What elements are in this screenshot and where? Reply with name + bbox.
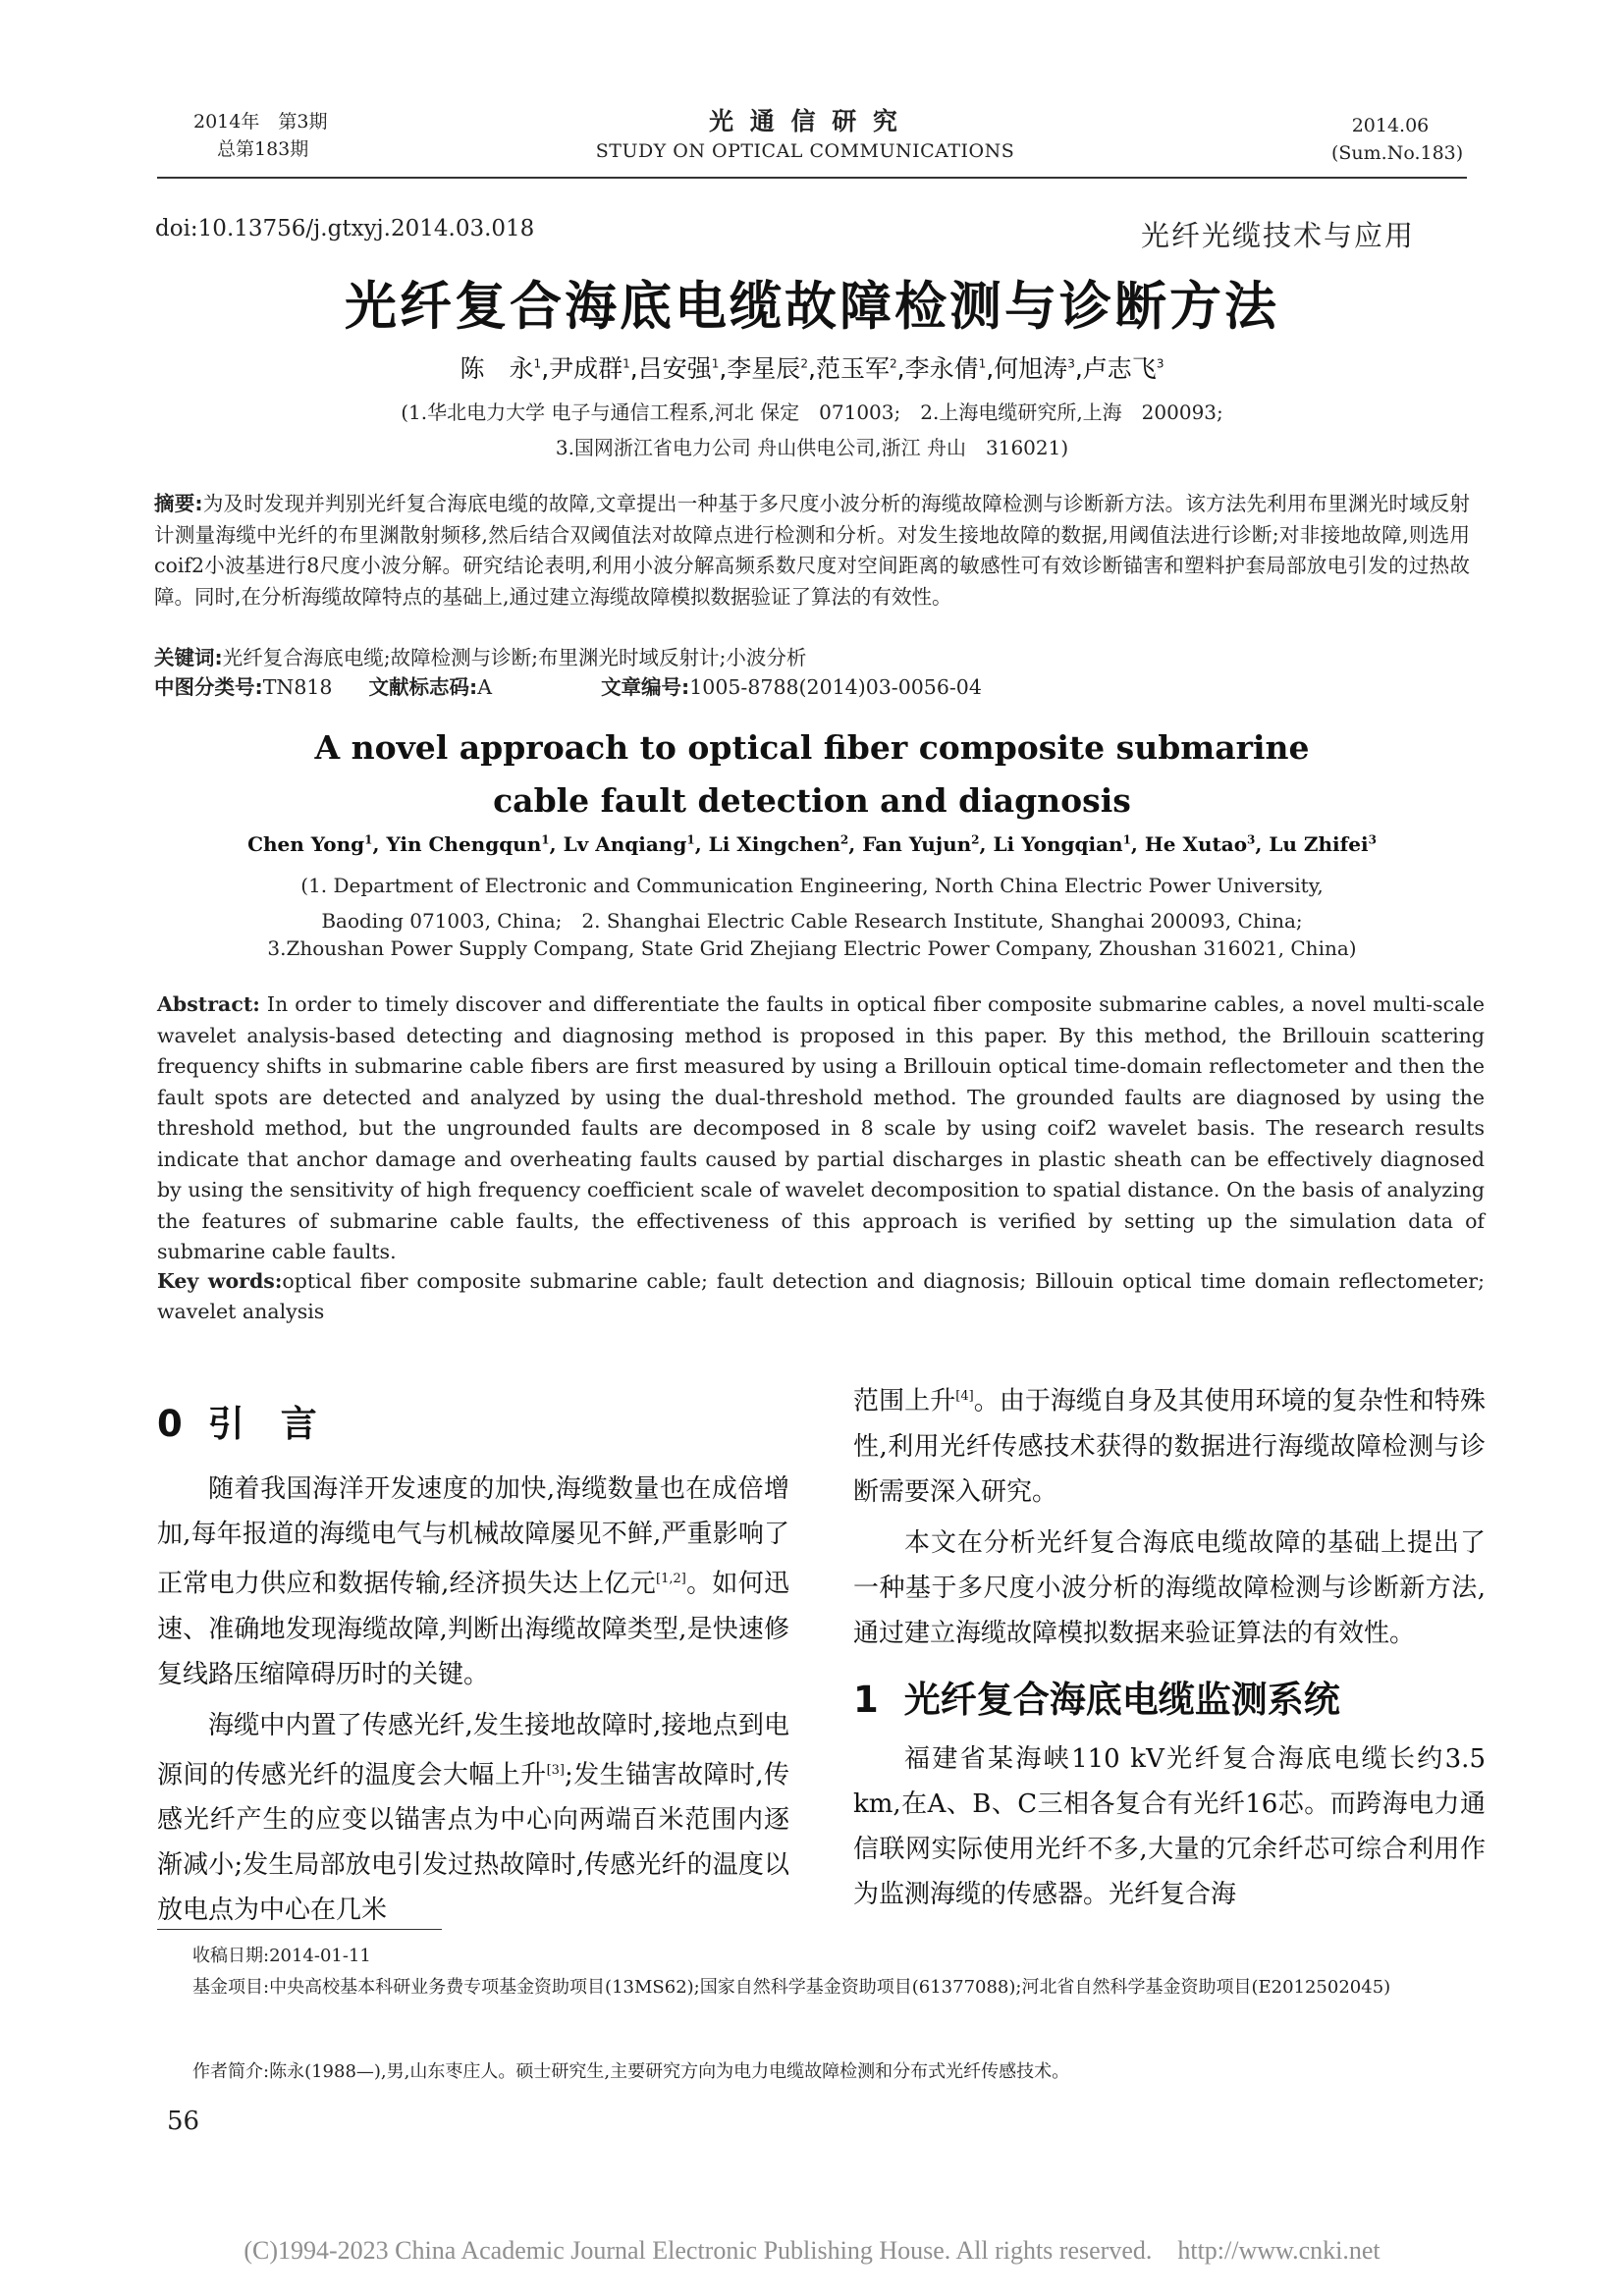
abstract-en	[157, 989, 1485, 1268]
abstract-en-label: Abstract:	[157, 992, 260, 1016]
author-en: Chen Yong$^1$	[247, 832, 373, 856]
section-title: 光纤复合海底电缆监测系统	[903, 1678, 1340, 1721]
sum-number: (Sum.No.183)	[1331, 142, 1464, 164]
issue-label: 2014年 第3期	[193, 111, 328, 133]
footnote-received: 收稿日期:2014-01-11	[192, 1946, 371, 1966]
body-paragraph: 福建省某海峡110 kV光纤复合海底电缆长约3.5 km,在A、B、C三相各复合有光纤16芯。而跨海电力通信联网实际使用光纤不多,大量的冗余纤芯可综合利用作为监测海缆的传感器。光纤复合海	[853, 1743, 1486, 1909]
author-en: Yin Chengqun$^1$	[386, 832, 550, 856]
citation: [1,2]	[656, 1572, 686, 1586]
section-number: 0	[157, 1403, 183, 1445]
body-paragraph: 范围上升[4]。由于海缆自身及其使用环境的复杂性和特殊性,利用光纤传感技术获得的数据进行海缆故障检测与诊断需要深入研究。	[853, 1386, 1486, 1507]
author-list-en: Chen Yong$^1$, Yin Chengqun$^1$, Lv Anqiang$^1$, Li Xingchen$^2$, Fan Yujun$^2$, Li Yongqian$^1$, He Xutao$^3$, Lu Zhifei$^3$	[247, 832, 1377, 856]
journal-title-en: STUDY ON OPTICAL COMMUNICATIONS	[595, 140, 1015, 162]
copyright-watermark: (C)1994-2023 China Academic Journal Electronic Publishing House. All rights reserved. http://www.cnki.net	[244, 2236, 1380, 2265]
page-number: 56	[167, 2107, 200, 2136]
keywords-en	[157, 1266, 1485, 1327]
paper-title-en-line: cable fault detection and diagnosis	[493, 781, 1131, 820]
author-en: Fan Yujun$^2$	[862, 832, 980, 856]
paper-title-en	[157, 721, 1467, 828]
keywords-en-label: Key words:	[157, 1269, 283, 1293]
author-cn: 李永倩$^1$	[904, 354, 987, 383]
body-paragraph: 海缆中内置了传感光纤,发生接地故障时,接地点到电源间的传感光纤的温度会大幅上升[3];发生锚害故障时,传感光纤产生的应变以锚害点为中心向两端百米范围内逐渐减小;发生局部放电引发过热故障时,传感光纤的温度以放电点为中心在几米	[157, 1710, 789, 1926]
abstract-cn-text: 为及时发现并判别光纤复合海底电缆的故障,文章提出一种基于多尺度小波分析的海缆故障检测与诊断新方法。该方法先利用布里渊光时域反射计测量海缆中光纤的布里渊散射频移,然后结合双阈值法对故障点进行检测和分析。对发生接地故障的数据,用阈值法进行诊断;对非接地故障,则选用coif2小波基进行8尺度小波分解。研究结论表明,利用小波分解高频系数尺度对空间距离的敏感性可有效诊断锚害和塑料护套局部放电引发的过热故障。同时,在分析海缆故障特点的基础上,通过建立海缆故障模拟数据验证了算法的有效性。	[154, 492, 1470, 609]
footnote-divider	[157, 1929, 442, 1930]
keywords-cn	[154, 644, 1470, 671]
body-column-right	[853, 1374, 1486, 1917]
section-heading	[853, 1670, 1486, 1723]
author-cn: 卢志飞$^3$	[1082, 354, 1164, 383]
header-divider	[157, 177, 1467, 179]
body-paragraph: 随着我国海洋开发速度的加快,海缆数量也在成倍增加,每年报道的海缆电气与机械故障屡见不鲜,严重影响了正常电力供应和数据传输,经济损失达上亿元[1,2]。如何迅速、准确地发现海缆故障,判断出海缆故障类型,是快速修复线路压缩障碍历时的关键。	[157, 1474, 789, 1689]
citation: [4]	[955, 1389, 974, 1404]
journal-title-cn: 光 通 信 研 究	[709, 107, 901, 135]
author-cn: 吕安强$^1$	[637, 354, 720, 383]
keywords-cn-label: 关键词:	[154, 646, 223, 669]
abstract-cn-label: 摘要:	[154, 492, 203, 515]
author-cn: 尹成群$^1$	[549, 354, 630, 383]
body-column-left	[157, 1394, 789, 1933]
footnote-fund: 基金项目:中央高校基本科研业务费专项基金资助项目(13MS62);国家自然科学基金资助项目(61377088);河北省自然科学基金资助项目(E2012502045)	[192, 1977, 1391, 1998]
issue-date: 2014.06	[1351, 115, 1430, 136]
affiliation-en-line: 3.Zhoushan Power Supply Compang, State Grid Zhejiang Electric Power Company, Zhoushan 316021, China)	[267, 936, 1357, 960]
author-cn: 李星辰$^2$	[727, 354, 809, 383]
author-en: He Xutao$^3$	[1144, 832, 1256, 856]
journal-date-info	[1331, 112, 1464, 167]
author-cn: 何旭涛$^3$	[994, 354, 1075, 383]
total-issue-label: 总第183期	[217, 138, 309, 160]
author-list-cn: 陈 永$^1$,尹成群$^1$,吕安强$^1$,李星辰$^2$,范玉军$^2$,李永倩$^1$,何旭涛$^3$,卢志飞$^3$	[460, 354, 1164, 383]
paper-title-cn: 光纤复合海底电缆故障检测与诊断方法	[345, 277, 1279, 337]
clc-number: 中图分类号:TN818	[154, 675, 333, 699]
affiliation-en-line: (1. Department of Electronic and Communication Engineering, North China Electric Power University,	[300, 874, 1324, 897]
author-en: Li Xingchen$^2$	[708, 832, 849, 856]
section-title: 引 言	[207, 1403, 317, 1445]
affiliation-en-line: Baoding 071003, China; 2. Shanghai Electric Cable Research Institute, Shanghai 200093, China;	[321, 909, 1303, 933]
abstract-en-text: In order to timely discover and differentiate the faults in optical fiber composite submarine cables, a novel multi-scale wavelet analysis-based detecting and diagnosing method is proposed in this paper. By this method, the Brillouin scattering frequency shifts in submarine cable fibers are first measured by using a Brillouin optical time-domain reflectometer and then the fault spots are detected and analyzed by using the dual-threshold method. The grounded faults are diagnosed by using the threshold method, but the ungrounded faults are decomposed in 8 scale by using coif2 wavelet basis. The research results indicate that anchor damage and overheating faults caused by partial discharges in plastic sheath can be effectively diagnosed by using the sensitivity of high frequency coefficient scale of wavelet decomposition to spatial distance. On the basis of analyzing the features of submarine cable faults, the effectiveness of this approach is verified by setting up the simulation data of submarine cable faults.	[157, 992, 1485, 1263]
author-en: Lu Zhifei$^3$	[1269, 832, 1377, 856]
abstract-cn	[154, 489, 1470, 613]
section-number: 1	[853, 1678, 879, 1721]
author-en: Lv Anqiang$^1$	[563, 832, 695, 856]
classification-row	[154, 673, 1470, 701]
affiliation-cn-line: 3.国网浙江省电力公司 舟山供电公司,浙江 舟山 316021)	[555, 436, 1069, 459]
journal-title	[550, 106, 1060, 165]
affiliation-cn-line: (1.华北电力大学 电子与通信工程系,河北 保定 071003; 2.上海电缆研究所,上海 200093;	[401, 400, 1223, 424]
section-heading	[157, 1394, 789, 1447]
keywords-cn-text: 光纤复合海底电缆;故障检测与诊断;布里渊光时域反射计;小波分析	[222, 646, 807, 669]
author-cn: 陈 永$^1$	[460, 354, 542, 383]
section-tag: 光纤光缆技术与应用	[1141, 219, 1416, 252]
citation: [3]	[546, 1762, 566, 1778]
body-paragraph: 本文在分析光纤复合海底电缆故障的基础上提出了一种基于多尺度小波分析的海缆故障检测与诊断新方法,通过建立海缆故障模拟数据来验证算法的有效性。	[853, 1527, 1486, 1648]
paper-title-en-line: A novel approach to optical fiber composite submarine	[314, 728, 1310, 767]
keywords-en-text: optical fiber composite submarine cable; fault detection and diagnosis; Billouin optical time domain reflectometer; wavelet analysis	[157, 1269, 1485, 1323]
footnote-author: 作者简介:陈永(1988—),男,山东枣庄人。硕士研究生,主要研究方向为电力电缆故障检测和分布式光纤传感技术。	[192, 2061, 1070, 2082]
author-en: Li Yongqian$^1$	[993, 832, 1131, 856]
author-cn: 范玉军$^2$	[815, 354, 897, 383]
document-code: 文献标志码:A	[368, 675, 493, 699]
journal-issue-info	[193, 108, 327, 163]
article-number: 文章编号:1005-8788(2014)03-0056-04	[601, 675, 982, 699]
doi: doi:10.13756/j.gtxyj.2014.03.018	[155, 216, 535, 241]
